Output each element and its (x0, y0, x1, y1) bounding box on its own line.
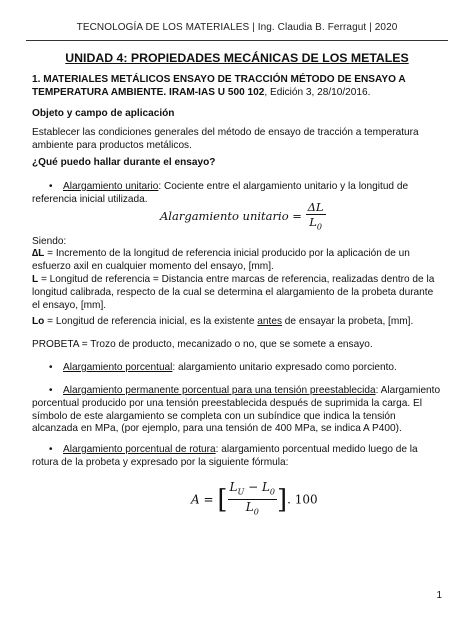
num-b-sub: 0 (269, 487, 275, 497)
formula-lhs: Alargamiento unitario = (160, 209, 302, 224)
question-heading: ¿Qué puedo hallar durante el ensayo? (32, 157, 216, 168)
formula-denominator (306, 215, 326, 234)
alargamiento-porcentual-term: Alargamiento porcentual (63, 362, 173, 373)
bullet-icon: • (49, 444, 53, 455)
section-heading (32, 74, 442, 100)
bullet-icon: • (49, 385, 53, 396)
unit-title: UNIDAD 4: PROPIEDADES MECÁNICAS DE LOS METALES (65, 51, 409, 65)
definition-symbol: Lo (32, 316, 45, 327)
right-bracket: ] (277, 484, 288, 515)
alargamiento-unitario-term: Alargamiento unitario (63, 181, 159, 192)
alargamiento-rotura-text (32, 444, 442, 470)
page-header: TECNOLOGÍA DE LOS MATERIALES | Ing. Claudia B. Ferragut | 2020 (76, 22, 398, 33)
alargamiento-rotura-term: Alargamiento porcentual de rotura (63, 444, 216, 455)
num-minus: − (244, 480, 262, 494)
objeto-heading: Objeto y campo de aplicación (32, 108, 175, 119)
den-letter: L (245, 500, 254, 515)
formula-fraction (306, 200, 326, 234)
num-a-sub: U (237, 487, 245, 497)
den-letter: L (309, 215, 317, 229)
alargamiento-porcentual-def: : alargamiento unitario expresado como porciento. (172, 362, 397, 373)
probeta-definition: PROBETA = Trozo de producto, mecanizado o no, que se somete a ensayo. (32, 339, 373, 350)
definition-delta-l (32, 248, 442, 274)
formula-denominator (228, 500, 277, 519)
definition-symbol: ∆L (32, 248, 45, 259)
formula-numerator (228, 480, 277, 500)
alargamiento-permanente-text (32, 385, 442, 436)
header-divider (26, 40, 448, 41)
bullet-icon: • (49, 181, 53, 192)
definition-text: = Longitud de referencia inicial, es la existente (44, 316, 258, 327)
definition-underlined: antes (257, 316, 282, 327)
num-a: L (229, 480, 238, 494)
formula-numerator: ΔL (307, 200, 324, 214)
alargamiento-rotura-def: : alargamiento porcentual medido luego de la rotura de la probeta y expresado por la siguiente fórmula: (32, 444, 418, 468)
objeto-text: Establecer las condiciones generales del método de ensayo de tracción a temperatura ambiente para productos metálicos. (32, 127, 419, 151)
formula-lhs: A = (191, 492, 214, 507)
definition-text: = Longitud de referencia = Distancia entre marcas de referencia, realizadas dentro de la longitud calibrada, respecto de la cual se determina el alargamiento de la probeta durante el ensayo, [mm]. (32, 274, 435, 311)
alargamiento-unitario-def: : Cociente entre el alargamiento unitario y la longitud de referencia inicial utilizada. (32, 181, 409, 205)
siendo-label: Siendo: (32, 236, 67, 247)
page-number: 1 (436, 590, 442, 601)
left-bracket: [ (217, 484, 228, 515)
definition-text-end: de ensayar la probeta, [mm]. (282, 316, 414, 327)
definition-lo (32, 316, 442, 329)
formula-alargamiento-unitario (160, 200, 326, 234)
definition-text: = Incremento de la longitud de referencia inicial producido por la aplicación de un esfuerzo axil en cualquier momento del ensayo, [mm]. (32, 248, 410, 272)
section-heading-bold: 1. MATERIALES METÁLICOS ENSAYO DE TRACCIÓN MÉTODO DE ENSAYO A TEMPERATURA AMBIENTE. IRAM-IAS U 500 102 (32, 74, 406, 98)
definition-symbol: L (32, 274, 39, 285)
alargamiento-permanente-def: : Alargamiento porcentual producido por una tensión preestablecida después de suprimida la carga. El símbolo de este alargamiento se completa con un subíndice que indica la tensión alcanzada en MPa, (por ejemplo, para una tensión de 400 MPa, se indica A P400). (32, 385, 441, 435)
formula-fraction (228, 480, 277, 520)
bullet-icon: • (49, 362, 53, 373)
alargamiento-permanente-term: Alargamiento permanente porcentual para una tensión preestablecida (63, 385, 376, 396)
alargamiento-porcentual-text (32, 362, 442, 375)
num-b: L (261, 480, 270, 494)
formula-rhs: . 100 (287, 492, 318, 507)
definition-l (32, 274, 442, 312)
den-subscript: 0 (253, 507, 259, 517)
den-subscript: 0 (316, 222, 322, 232)
formula-alargamiento-rotura (191, 480, 318, 520)
section-heading-rest: , Edición 3, 28/10/2016. (264, 86, 371, 98)
